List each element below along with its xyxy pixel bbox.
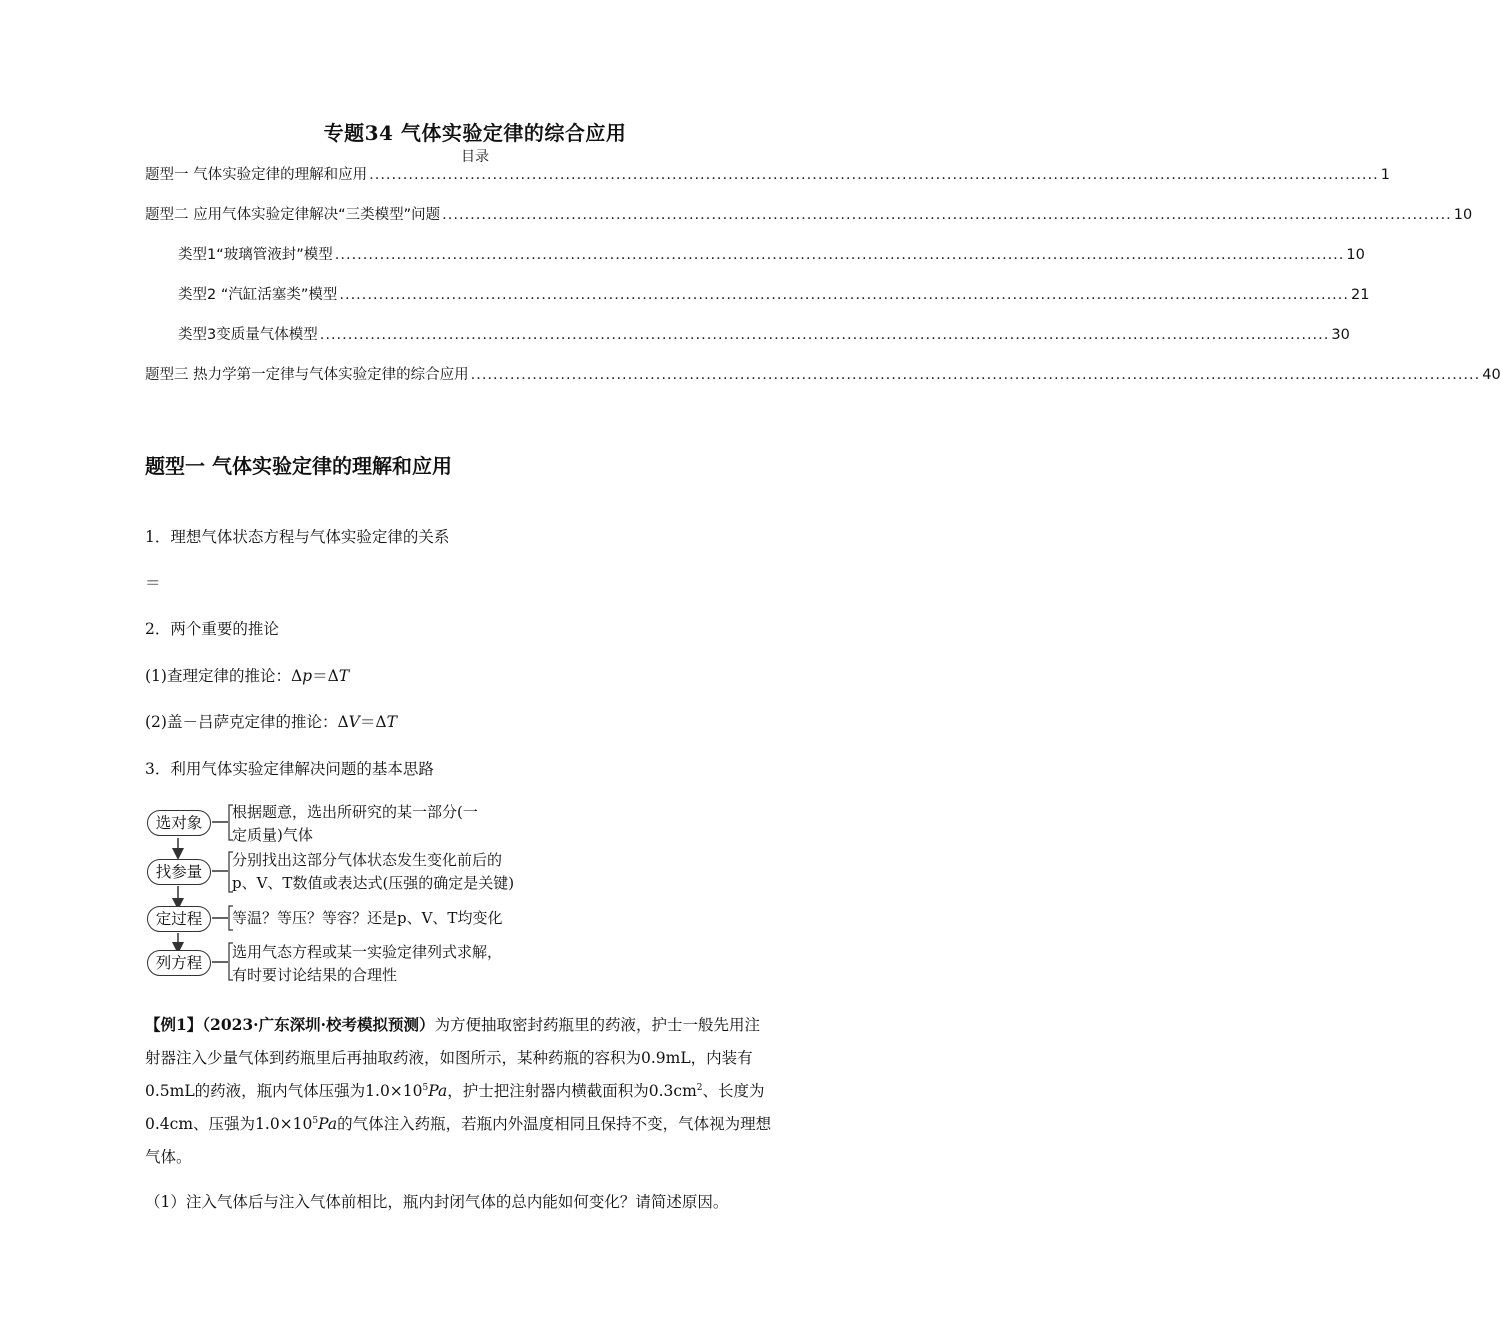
pressure-base: 1.0×10 (365, 1082, 423, 1100)
toc-leader: .................................................................................................................................................................................... (442, 207, 1452, 223)
example-text: 、长度为 (702, 1082, 765, 1100)
flow-desc-line: p、V、T数值或表达式(压强的确定是关键) (232, 874, 515, 892)
toc-entry-text: 类型2 “汽缸活塞类”模型 (178, 287, 338, 303)
area-value (649, 1082, 703, 1100)
toc-page-number: 40 (1482, 367, 1501, 383)
flow-desc (232, 849, 514, 895)
point-2: 2．两个重要的推论 (145, 620, 279, 638)
example-text: ，护士把注射器内横截面积为 (447, 1082, 649, 1100)
charles-corollary (145, 664, 349, 686)
equation-placeholder: ＝ (145, 574, 161, 592)
toc-entry-text: 题型一 气体实验定律的理解和应用 (145, 167, 368, 183)
example-1 (145, 1008, 805, 1174)
example-text: 0.5mL的药液，瓶内气体压强为 (145, 1082, 366, 1100)
example-line: 射器注入少量气体到药瓶里后再抽取药液，如图所示，某种药瓶的容积为0.9mL，内装有 (145, 1049, 753, 1067)
toc-entry[interactable] (145, 163, 1390, 184)
toc-entry-text: 类型1“玻璃管液封”模型 (178, 247, 333, 263)
flow-desc-line: 等温？等压？等容？还是p、V、T均变化 (232, 909, 503, 927)
toc-entry[interactable] (145, 363, 1501, 384)
corollary-text: (2)盖－吕萨克定律的推论：Δ (145, 713, 349, 731)
flow-desc-line: 分别找出这部分气体状态发生变化前后的 (232, 851, 503, 869)
toc-entry-text: 类型3变质量气体模型 (178, 327, 318, 343)
example-text: 为方便抽取密封药瓶里的药液，护士一般先用注 (434, 1016, 760, 1034)
toc-page-number: 10 (1346, 247, 1365, 263)
toc-entry-text: 题型三 热力学第一定律与气体实验定律的综合应用 (145, 367, 469, 383)
toc-leader: .................................................................................................................................................................................... (334, 247, 1345, 263)
volume-symbol: V (348, 713, 360, 731)
flow-desc-line: 定质量)气体 (232, 826, 313, 844)
example-line (145, 1075, 805, 1108)
corollary-text: (1)查理定律的推论：Δ (145, 667, 303, 685)
example-line: 气体。 (145, 1148, 192, 1166)
flow-step-find-parameters: 找参量 (147, 859, 211, 885)
toc-leader: .................................................................................................................................................................................... (369, 167, 1379, 183)
toc-entry[interactable] (145, 203, 1473, 224)
flow-step-write-equations: 列方程 (147, 950, 211, 976)
flow-desc-line: 选用气态方程或某一实验定律列式求解， (232, 943, 503, 961)
point-1: 1．理想气体状态方程与气体实验定律的关系 (145, 528, 450, 546)
toc-page-number: 1 (1380, 167, 1390, 183)
pressure-value (365, 1082, 447, 1100)
toc-page-number: 10 (1453, 207, 1473, 223)
toc-entry[interactable] (178, 323, 1350, 344)
example-tag: 【例1】（2023·广东深圳·校考模拟预测） (145, 1015, 435, 1034)
pressure-unit: Pa (318, 1115, 338, 1133)
question-1: （1）注入气体后与注入气体前相比，瓶内封闭气体的总内能如何变化？请简述原因。 (145, 1193, 729, 1211)
flow-desc-line: 根据题意，选出所研究的某一部分(一 (232, 803, 478, 821)
section-heading: 题型一 气体实验定律的理解和应用 (145, 454, 452, 478)
gay-lussac-corollary (145, 710, 397, 732)
area-exponent: 2 (696, 1082, 703, 1093)
pressure-exponent: 5 (422, 1082, 429, 1093)
toc-leader: .................................................................................................................................................................................... (319, 327, 1330, 343)
example-text: 0.4cm、压强为 (145, 1115, 256, 1133)
example-line (145, 1108, 805, 1141)
toc-entry[interactable] (178, 243, 1365, 264)
pressure-value (255, 1115, 337, 1133)
flow-desc (232, 941, 502, 987)
pressure-base: 1.0×10 (255, 1115, 313, 1133)
area-base: 0.3cm (648, 1082, 697, 1100)
flow-desc (232, 907, 502, 930)
toc-page-number: 21 (1351, 287, 1370, 303)
toc-leader: .................................................................................................................................................................................... (470, 367, 1481, 383)
toc-page-number: 30 (1331, 327, 1350, 343)
flow-desc-line: 有时要讨论结果的合理性 (232, 966, 398, 984)
document-title: 专题34 气体实验定律的综合应用 (323, 121, 627, 145)
toc-heading: 目录 (461, 149, 489, 165)
toc-entry-text: 题型二 应用气体实验定律解决“三类模型”问题 (145, 207, 441, 223)
temperature-symbol: T (386, 713, 397, 731)
pressure-exponent: 5 (312, 1115, 319, 1126)
toc-entry[interactable] (178, 283, 1370, 304)
corollary-operator: ＝Δ (359, 713, 387, 731)
flow-desc (232, 801, 478, 847)
toc-leader: .................................................................................................................................................................................... (339, 287, 1350, 303)
flow-step-select-object: 选对象 (147, 810, 211, 836)
pressure-symbol: p (302, 667, 313, 685)
temperature-symbol: T (338, 667, 350, 685)
pressure-unit: Pa (428, 1082, 448, 1100)
point-3: 3．利用气体实验定律解决问题的基本思路 (145, 760, 434, 778)
corollary-operator: ＝Δ (312, 667, 339, 685)
example-line (145, 1008, 805, 1042)
flow-step-define-process: 定过程 (147, 906, 211, 932)
example-text: 的气体注入药瓶，若瓶内外温度相同且保持不变，气体视为理想 (337, 1115, 772, 1133)
